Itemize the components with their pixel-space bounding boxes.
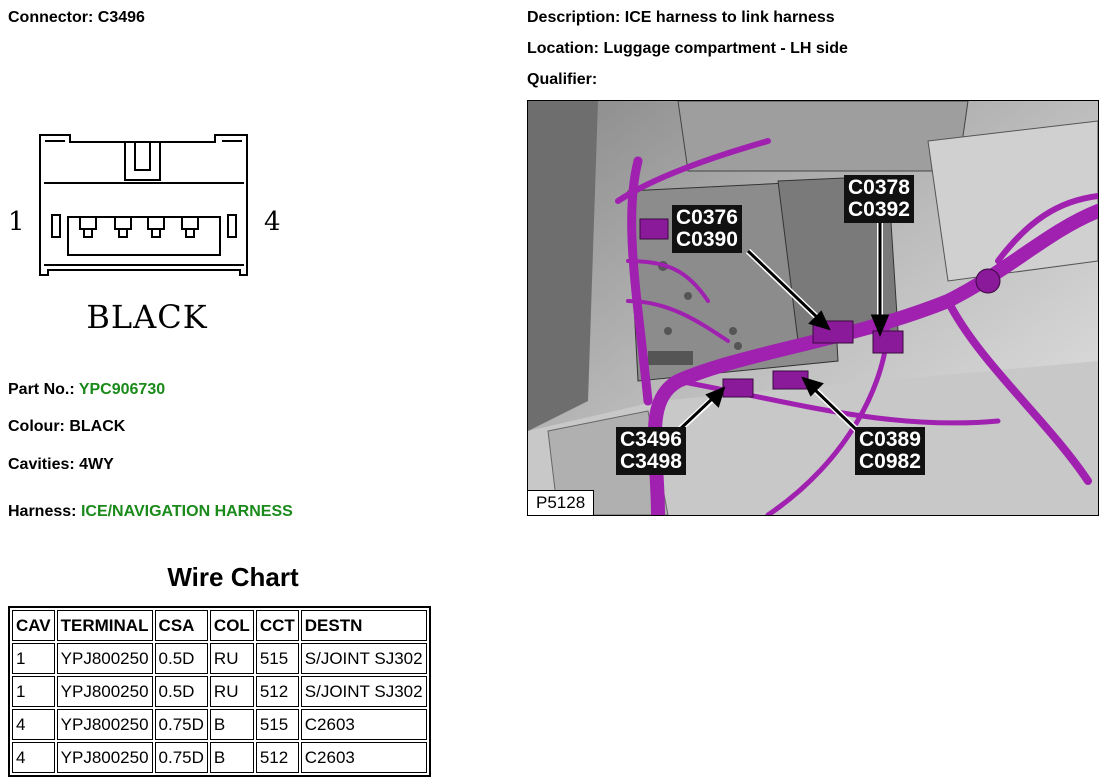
callout-line: C0982 <box>859 450 921 473</box>
header-terminal: TERMINAL <box>57 610 153 641</box>
header-cav: CAV <box>12 610 55 641</box>
cell-cav: 4 <box>12 742 55 773</box>
header-destn: DESTN <box>301 610 427 641</box>
header-col: COL <box>210 610 254 641</box>
callout-c0378-c0392 <box>844 175 914 223</box>
location-value: Luggage compartment - LH side <box>603 40 848 57</box>
connector-label: Connector: <box>8 9 94 26</box>
diagram-colour-text: BLACK <box>86 298 208 336</box>
harness-illustration <box>528 101 1098 515</box>
table-row <box>12 742 427 773</box>
part-number-label: Part No.: <box>8 381 75 398</box>
callout-c0376-c0390 <box>672 205 742 253</box>
part-number-line <box>8 381 165 399</box>
harness-label: Harness: <box>8 503 77 520</box>
cell-cct: 515 <box>256 709 299 740</box>
connector-line <box>8 9 145 27</box>
cell-destn: S/JOINT SJ302 <box>301 676 427 707</box>
cell-destn: C2603 <box>301 709 427 740</box>
callout-line: C0376 <box>676 206 738 229</box>
cavities-line <box>8 456 114 474</box>
colour-label: Colour: <box>8 418 65 435</box>
callout-line: C3496 <box>620 428 682 451</box>
cavities-value: 4WY <box>79 456 114 473</box>
callout-c3496-c3498 <box>616 427 686 475</box>
callout-line: C3498 <box>620 450 682 473</box>
callout-line: C0392 <box>848 198 910 221</box>
wire-chart-title: Wire Chart <box>167 562 299 592</box>
cell-destn: S/JOINT SJ302 <box>301 643 427 674</box>
cell-col: RU <box>210 676 254 707</box>
description-value: ICE harness to link harness <box>624 9 835 26</box>
cell-cav: 1 <box>12 643 55 674</box>
cell-destn: C2603 <box>301 742 427 773</box>
header-cct: CCT <box>256 610 299 641</box>
cell-csa: 0.5D <box>155 643 208 674</box>
callout-line: C0390 <box>676 228 738 251</box>
connector-value: C3496 <box>97 9 145 26</box>
harness-link[interactable]: ICE/NAVIGATION HARNESS <box>80 503 293 520</box>
cell-cct: 515 <box>256 643 299 674</box>
cell-cct: 512 <box>256 742 299 773</box>
table-row <box>12 709 427 740</box>
colour-value: BLACK <box>69 418 126 435</box>
pin-label-right: 4 <box>264 207 281 237</box>
cell-csa: 0.75D <box>155 709 208 740</box>
cell-csa: 0.5D <box>155 676 208 707</box>
cell-cav: 1 <box>12 676 55 707</box>
cell-terminal: YPJ800250 <box>57 676 153 707</box>
location-line <box>527 40 848 58</box>
description-label: Description: <box>527 9 621 26</box>
cell-col: B <box>210 709 254 740</box>
cavities-label: Cavities: <box>8 456 75 473</box>
callout-c0389-c0982 <box>855 427 925 475</box>
cell-csa: 0.75D <box>155 742 208 773</box>
callout-line: C0389 <box>859 428 921 451</box>
cell-terminal: YPJ800250 <box>57 742 153 773</box>
harness-line <box>8 503 293 521</box>
location-label: Location: <box>527 40 599 57</box>
cell-cct: 512 <box>256 676 299 707</box>
table-row <box>12 676 427 707</box>
pin-label-left: 1 <box>8 207 25 237</box>
qualifier-label: Qualifier: <box>527 71 598 88</box>
header-csa: CSA <box>155 610 208 641</box>
cell-terminal: YPJ800250 <box>57 709 153 740</box>
figure-number: P5128 <box>528 490 594 515</box>
cell-terminal: YPJ800250 <box>57 643 153 674</box>
colour-line <box>8 418 125 436</box>
wire-chart-table <box>8 606 431 777</box>
table-header-row <box>12 610 427 641</box>
connector-face-diagram <box>0 125 300 345</box>
description-line <box>527 9 835 27</box>
cell-col: RU <box>210 643 254 674</box>
cell-cav: 4 <box>12 709 55 740</box>
table-row <box>12 643 427 674</box>
part-number-link[interactable]: YPC906730 <box>78 381 166 398</box>
cell-col: B <box>210 742 254 773</box>
location-photo <box>527 100 1099 516</box>
callout-line: C0378 <box>848 176 910 199</box>
